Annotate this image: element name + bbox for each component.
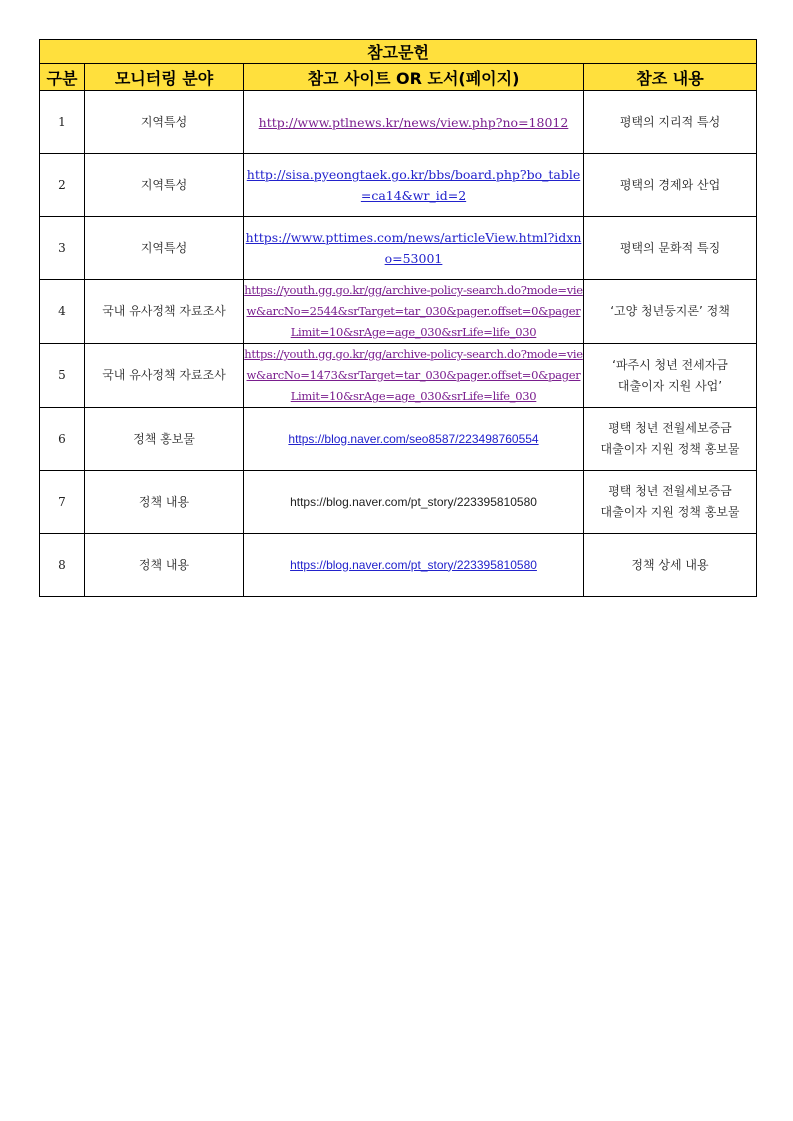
references-table (39, 39, 757, 597)
row-content: ‘고양 청년둥지론’ 정책 (584, 280, 757, 344)
row-source (244, 408, 584, 471)
row-number: 4 (40, 280, 85, 344)
content-line: 평택 청년 전월세보증금 (608, 421, 732, 435)
row-number: 3 (40, 217, 85, 280)
header-row (40, 64, 757, 91)
header-field: 모니터링 분야 (85, 64, 244, 91)
row-field: 지역특성 (85, 91, 244, 154)
table-row (40, 217, 757, 280)
content-line: 평택 청년 전월세보증금 (608, 484, 732, 498)
source-link[interactable]: http://www.ptlnews.kr/news/view.php?no=18012 (258, 114, 569, 130)
content-line: 대출이자 지원 정책 홍보물 (600, 505, 740, 519)
header-source: 참고 사이트 OR 도서(페이지) (244, 64, 584, 91)
row-number: 6 (40, 408, 85, 471)
source-link[interactable]: https://www.pttimes.com/news/articleView.html?idxno=53001 (245, 230, 582, 266)
content-line: 대출이자 지원 사업’ (617, 378, 723, 393)
table-row (40, 91, 757, 154)
row-source (244, 91, 584, 154)
row-number: 1 (40, 91, 85, 154)
row-content: 평택의 경제와 산업 (584, 154, 757, 217)
row-source (244, 534, 584, 597)
row-number: 2 (40, 154, 85, 217)
row-field: 지역특성 (85, 154, 244, 217)
table-title: 참고문헌 (40, 40, 757, 64)
row-content: 정책 상세 내용 (584, 534, 757, 597)
source-link[interactable]: https://blog.naver.com/pt_story/223395810580 (290, 557, 537, 572)
header-content: 참조 내용 (584, 64, 757, 91)
content-line: 대출이자 지원 정책 홍보물 (600, 442, 740, 456)
title-row (40, 40, 757, 64)
row-field: 국내 유사정책 자료조사 (85, 280, 244, 344)
table-row (40, 280, 757, 344)
header-number: 구분 (40, 64, 85, 91)
row-field: 정책 내용 (85, 534, 244, 597)
row-content (584, 408, 757, 471)
row-source (244, 217, 584, 280)
source-link[interactable]: https://blog.naver.com/seo8587/223498760554 (288, 431, 539, 446)
row-number: 8 (40, 534, 85, 597)
source-link[interactable]: https://youth.gg.go.kr/gg/archive-policy-search.do?mode=view&arcNo=2544&srTarget=tar_030&pager.offset=0&pagerLimit=10&srAge=age_030&srLife=life_030 (244, 283, 583, 339)
row-field: 정책 홍보물 (85, 408, 244, 471)
table-row (40, 154, 757, 217)
row-source (244, 154, 584, 217)
row-number: 7 (40, 471, 85, 534)
row-content: 평택의 지리적 특성 (584, 91, 757, 154)
row-content (584, 471, 757, 534)
content-line: ‘파주시 청년 전세자금 (612, 357, 728, 372)
row-source (244, 280, 584, 344)
row-source (244, 344, 584, 408)
table-row (40, 408, 757, 471)
row-field: 정책 내용 (85, 471, 244, 534)
table-row (40, 534, 757, 597)
row-field: 지역특성 (85, 217, 244, 280)
table-row (40, 471, 757, 534)
row-content (584, 344, 757, 408)
table-row (40, 344, 757, 408)
row-field: 국내 유사정책 자료조사 (85, 344, 244, 408)
source-text: https://blog.naver.com/pt_story/223395810580 (290, 494, 537, 509)
row-source (244, 471, 584, 534)
source-link[interactable]: http://sisa.pyeongtaek.go.kr/bbs/board.php?bo_table=ca14&wr_id=2 (246, 167, 581, 203)
row-content: 평택의 문화적 특징 (584, 217, 757, 280)
source-link[interactable]: https://youth.gg.go.kr/gg/archive-policy-search.do?mode=view&arcNo=1473&srTarget=tar_030&pager.offset=0&pagerLimit=10&srAge=age_030&srLife=life_030 (244, 347, 583, 403)
row-number: 5 (40, 344, 85, 408)
